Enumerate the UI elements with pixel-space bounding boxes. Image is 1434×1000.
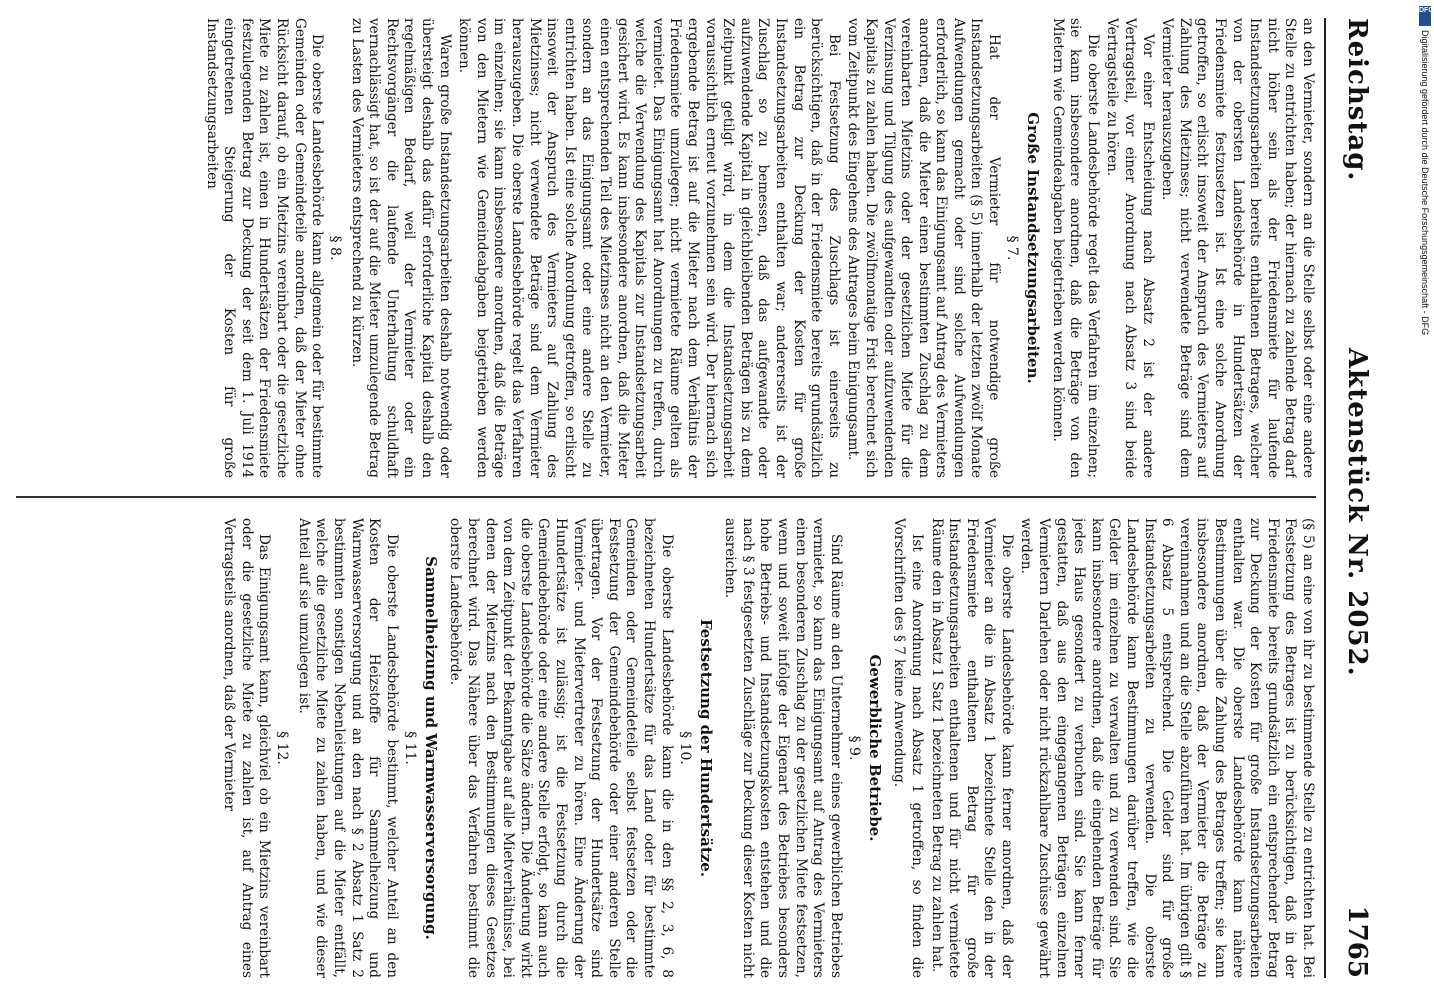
paragraph: an den Vermieter, sondern an die Stelle selbst oder eine andere Stelle zu entrichten haben; der hiernach zu zahlende Betrag darf nicht höher sein als der Friedensmiete für laufende Instandsetzungsarbeiten bereits enthaltenen Betrages, welcher von der obersten Landesbehörde in Hundertsätzen der Friedensmiete festzusetzen ist. Ist eine solche Anordnung getroffen, so erlischt insoweit der Anspruch des Vermieters auf Zahlung des Mietzinses; nicht verwendete Beträge sind dem Vermieter herauszugeben.	[1159, 18, 1316, 478]
paragraph: Ist eine Anordnung nach Absatz 1 getroffen, so finden die Vorschriften des § 7 keine Anwendung.	[891, 518, 925, 978]
paragraph: Die oberste Landesbehörde regelt das Verfahren im einzelnen; sie kann insbesondere anordnen, daß die Beträge von den Mietern wie Gemeindeabgaben beigetrieben werden können.	[1049, 18, 1101, 478]
dfg-side-note	[1414, 10, 1432, 990]
right-column	[16, 518, 1316, 978]
paragraph-number: § 11.	[401, 731, 418, 765]
header-aktenstueck: Aktenstück Nr. 2052.	[1342, 348, 1372, 677]
page-number: 1765	[1342, 905, 1372, 978]
paragraph-number: § 9.	[845, 735, 862, 761]
paragraph: Bei Festsetzung des Zuschlags ist einerseits zu berücksichtigen, daß in der Friedensmiete bereits grundsätzlich ein Betrag zur Deckung der Kosten für große Instandsetzungsarbeiten enthalten war; andererseits ist der Zuschlag so zu bemessen, daß das aufgewandte oder aufzuwendende Kapital in gleichbleibenden Beträgen bis zu dem Zeitpunkt getilgt wird, in dem die Instandsetzungsarbeit voraussichtlich erneut vorzunehmen sein wird. Der hiernach sich ergebende Betrag ist auf die Mieter nach dem Verhältnis der Friedensmiete umzulegen; nicht vermietete Räume gelten als vermietet. Das Einigungsamt hat Anordnungen zu treffen, durch welche die Verwendung des Kapitals zur Instandsetzungsarbeit gesichert wird. Es kann insbesondere anordnen, daß die Mieter einen entsprechenden Teil des Mietzinses nicht an den Vermieter, sondern an das Einigungsamt oder eine andere Stelle zu entrichten haben. Ist eine solche Anordnung getroffen, so erlischt insoweit der Anspruch des Vermieters auf Zahlung des Mietzinses; nicht verwendete Beträge sind dem Vermieter herauszugeben. Die oberste Landesbehörde regelt das Verfahren im einzelnen; sie kann insbesondere anordnen, daß die Beträge von den Mietern wie Gemeindeabgaben beigetrieben werden können.	[456, 18, 842, 478]
paragraph-number: § 8.	[327, 235, 344, 261]
section-heading: Sammelheizung und Warmwasserversorgung.	[421, 556, 440, 940]
paragraph: Die oberste Landesbehörde bestimmt, welcher Anteil an den Kosten der Heizstoffe für Sammelheizung und Warmwasserversorgung und an den nach § 2 Absatz 1 Satz 2 bestimmten sonstigen Nebenleistungen auf die Mieter entfällt, welche die gesetzliche Miete zu zahlen haben, und wie dieser Anteil auf sie umzulegen ist.	[295, 518, 400, 978]
paragraph-number: § 12.	[274, 731, 291, 765]
paragraph: Die oberste Landesbehörde kann die in den §§ 2, 3, 6, 8 bezeichneten Hundertsätze für das Land oder für bestimmte Gemeinden oder Gemeindeteile selbst festsetzen oder die Festsetzung der Gemeindebehörde oder einer anderen Stelle übertragen. Vor der Festsetzung der Hundertsätze sind Vermieter- und Mietervertreter zu hören. Eine Änderung der Hundertsätze ist zulässig; ist die Festsetzung durch die Gemeindebehörde oder eine andere Stelle erfolgt, so kann auch die oberste Landesbehörde die Sätze ändern. Die Änderung wirkt von dem Zeitpunkt der Bekanntgabe auf alle Mietverhältnisse, bei denen der Mietzins nach den Bestimmungen dieses Gesetzes berechnet wird. Das Nähere über das Verfahren bestimmt die oberste Landesbehörde.	[447, 518, 675, 978]
section-heading: Festsetzung der Hundertsätze.	[696, 618, 715, 878]
section-heading: Große Instandsetzungsarbeiten.	[1024, 112, 1043, 384]
dfg-note-text: Digitalisierung gefördert durch die Deutsche Forschungsgemeinschaft - DFG	[1420, 30, 1430, 336]
page-header	[1334, 18, 1372, 978]
paragraph: Die oberste Landesbehörde kann allgemein oder für bestimmte Gemeinden oder Gemeindeteile anordnen, daß der Mieter ohne Rücksicht darauf, ob ein Mietzins vereinbart oder die gesetzliche Miete zu zahlen ist, einen in Hundertsätzen der Friedensmiete festzulegenden Betrag zur Deckung der seit dem 1. Juli 1914 eingetretenen Steigerung der Kosten für große Instandsetzungsarbeiten	[203, 18, 326, 478]
dfg-logo-label: DFG	[1419, 7, 1434, 14]
paragraph: Die oberste Landesbehörde kann ferner anordnen, daß der Vermieter an die in Absatz 1 bezeichnete Stelle den in der Friedensmiete enthaltenen Betrag für große Instandsetzungsarbeiten enthaltenen und für nicht vermietete Räume den in Absatz 1 Satz 1 bezeichneten Betrag zu zahlen hat.	[928, 518, 1015, 978]
paragraph: Vor einer Entscheidung nach Absatz 2 ist der andere Vertragsteil, vor einer Anordnung nach Absatz 3 sind beide Vertragsteile zu hören.	[1104, 18, 1156, 478]
paragraph: Das Einigungsamt kann, gleichviel ob ein Mietzins vereinbart oder die gesetzliche Miete zu zahlen ist, auf Antrag eines Vertragsteils anordnen, daß der Vermieter	[221, 518, 273, 978]
header-rule	[1324, 18, 1326, 978]
paragraph-number: § 7.	[1004, 235, 1021, 261]
section-heading: Gewerbliche Betriebe.	[865, 654, 884, 842]
paragraph-number: § 10.	[676, 731, 693, 765]
paragraph: (§ 5) an eine von ihr zu bestimmende Stelle zu entrichten hat. Bei Festsetzung des Betrages ist zu berücksichtigen, daß in der Friedensmiete bereits grundsätzlich ein entsprechender Betrag zur Deckung der Kosten für große Instandsetzungsarbeiten enthalten war. Die oberste Landesbehörde kann nähere Bestimmungen über die Zahlung des Betrages treffen; sie kann insbesondere anordnen, daß der Vermieter die Beträge zu vereinnahmen und an die Stelle abzuführen hat. Im übrigen gilt § 6 Absatz 5 entsprechend. Die Gelder sind für große Instandsetzungsarbeiten zu verwenden. Die oberste Landesbehörde kann Bestimmungen darüber treffen, wie die Gelder im einzelnen zu verwalten und zu verwenden sind. Sie kann insbesondere anordnen, daß die eingehenden Beträge für jedes Haus gesondert zu verbuchen sind. Sie kann ferner gestatten, daß aus den eingegangenen Beträgen einzelnen Vermietern Darlehen oder nicht rückzahlbare Zuschüsse gewährt werden.	[1018, 518, 1316, 978]
paragraph: Sind Räume an den Unternehmer eines gewerblichen Betriebes vermietet, so kann das Einigungsamt auf Antrag des Vermieters einen besonderen Zuschlag zu der gesetzlichen Miete festsetzen, wenn und soweit infolge der Eigenart des Betriebes besonders hohe Betriebs- und Instandsetzungskosten entstehen und die nach § 3 festgesetzten Zuschläge zur Deckung dieser Kosten nicht ausreichen.	[722, 518, 844, 978]
paragraph: Hat der Vermieter für notwendige große Instandsetzungsarbeiten (§ 5) innerhalb der letzten zwölf Monate Aufwendungen gemacht oder sind solche Aufwendungen erforderlich, so kann das Einigungsamt auf Antrag des Vermieters anordnen, daß die Mieter einen bestimmten Zuschlag zu dem vereinbarten Mietzins oder der gesetzlichen Miete für die Verzinsung und Tilgung des aufgewandten oder aufzuwendenden Kapitals zu zahlen haben. Die zwölfmonatige Frist berechnet sich vom Zeitpunkt des Eingehens des Antrages beim Einigungsamt.	[845, 18, 1003, 478]
paragraph: Waren große Instandsetzungsarbeiten deshalb notwendig oder übersteigt deshalb das dafür erforderliche Kapital deshalb den regelmäßigen Bedarf, weil der Vermieter oder ein Rechtsvorgänger die laufende Unterhaltung schuldhaft vernachlässigt hat, so ist der auf die Mieter umzulegende Betrag zu Lasten des Vermieters entsprechend zu kürzen.	[348, 18, 453, 478]
header-reichstag: Reichstag.	[1342, 18, 1372, 182]
column-divider	[16, 496, 1316, 498]
left-column	[16, 18, 1316, 478]
